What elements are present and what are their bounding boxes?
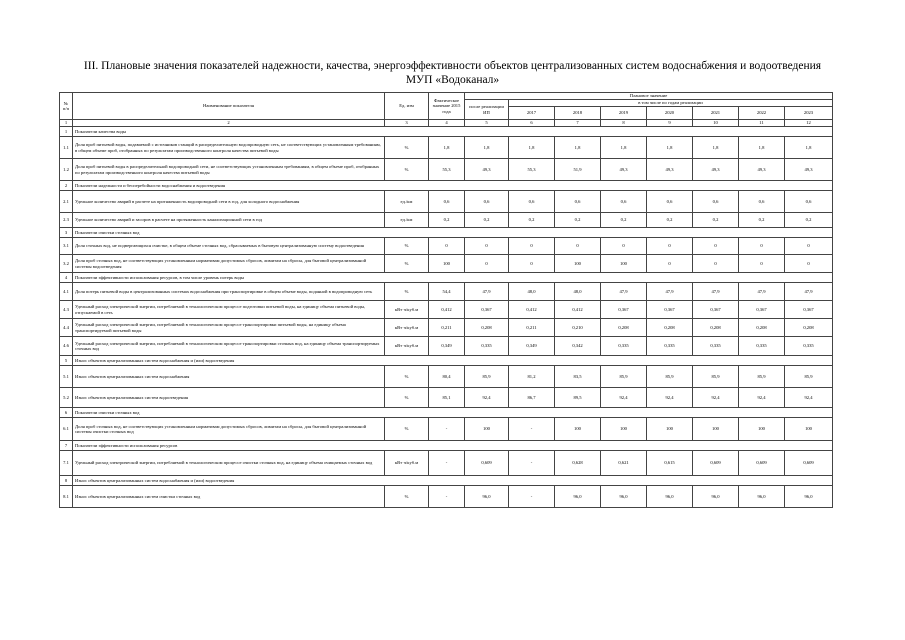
indicator-value: 1,8 xyxy=(739,137,785,159)
indicator-value: 100 xyxy=(693,418,739,441)
indicator-unit: кВт·ч/куб.м xyxy=(385,319,429,337)
indicator-value: 0,367 xyxy=(601,301,647,319)
indicator-value: 100 xyxy=(465,418,509,441)
indicator-name: Износ объектов централизованных систем водоотведения xyxy=(73,388,385,408)
column-number-2: 2 xyxy=(73,120,385,127)
indicator-value: 1,8 xyxy=(785,137,833,159)
row-number: 5.2 xyxy=(60,388,73,408)
indicator-value: 0,6 xyxy=(693,191,739,213)
indicator-value: 49,3 xyxy=(739,159,785,181)
indicator-value: 92,4 xyxy=(739,388,785,408)
indicator-value: 0,335 xyxy=(647,337,693,356)
section-row xyxy=(60,356,833,366)
table-body xyxy=(60,93,833,508)
indicator-unit: % xyxy=(385,238,429,255)
indicator-value: 0,335 xyxy=(739,337,785,356)
indicator-name: Доля проб питьевой воды в распределительной водопроводной сети, не соответствующих установленным требованиям, в общем объеме проб, отобранных по результатам производственного контроля качества питьевой воды xyxy=(73,159,385,181)
indicator-value: 92,4 xyxy=(601,388,647,408)
table-row xyxy=(60,238,833,255)
table-row xyxy=(60,486,833,508)
section-row xyxy=(60,127,833,137)
section-title: Износ объектов централизованных систем водоснабжения и (или) водоотведения xyxy=(73,356,833,366)
indicator-value: 48,0 xyxy=(555,283,601,301)
section-row xyxy=(60,273,833,283)
section-row xyxy=(60,441,833,451)
section-title: Износ объектов централизованных систем водоснабжения и (или) водоотведения xyxy=(73,476,833,486)
indicator-value: 49,3 xyxy=(647,159,693,181)
indicator-value: 0,2 xyxy=(693,213,739,228)
indicator-value: 0 xyxy=(465,238,509,255)
column-number-4: 4 xyxy=(429,120,465,127)
indicator-value: 0,609 xyxy=(785,451,833,476)
indicator-name: Доля потерь питьевой воды в централизованных системах водоснабжения при транспортировке в общем объеме воды, поданной в водопроводную сеть xyxy=(73,283,385,301)
indicator-value: 96,0 xyxy=(647,486,693,508)
indicator-name: Износ объектов централизованных систем водоснабжения xyxy=(73,366,385,388)
indicator-unit: % xyxy=(385,159,429,181)
indicator-value: 1,8 xyxy=(647,137,693,159)
indicator-name: Доля проб сточных вод, не соответствующих установленным нормативам допустимых сбросов, лимитам на сбросы, для бытовой централизованной системы очистки сточных вод xyxy=(73,418,385,441)
indicator-value: 85,9 xyxy=(647,366,693,388)
indicator-value: 49,3 xyxy=(785,159,833,181)
indicator-value: 47,9 xyxy=(601,283,647,301)
indicator-value: 1,8 xyxy=(555,137,601,159)
row-number: 1.1 xyxy=(60,137,73,159)
indicator-unit: % xyxy=(385,255,429,273)
indicator-value: 96,0 xyxy=(693,486,739,508)
indicator-value: 0 xyxy=(785,238,833,255)
indicator-value: 1,8 xyxy=(601,137,647,159)
indicator-value: 0,211 xyxy=(429,319,465,337)
indicator-value: 0,615 xyxy=(647,451,693,476)
indicator-unit: % xyxy=(385,366,429,388)
indicator-value: 0,2 xyxy=(509,213,555,228)
indicator-unit: ед./км xyxy=(385,213,429,228)
indicator-unit: кВт·ч/куб.м xyxy=(385,301,429,319)
indicator-value: 0,6 xyxy=(785,191,833,213)
column-numbers-row xyxy=(60,120,833,127)
header-name: Наименование показателя xyxy=(73,93,385,120)
indicator-name: Доля проб питьевой воды, подаваемой с источников станций в распределительную водопроводную сеть, не соответствующих установленным требованиям, в общем объеме проб, отобранных по результатам производственного контроля качества питьевой воды xyxy=(73,137,385,159)
indicator-value: 0 xyxy=(647,238,693,255)
indicator-value: 0,2 xyxy=(739,213,785,228)
indicator-value: 86,7 xyxy=(509,388,555,408)
header-num: № п/п xyxy=(60,93,73,120)
indicator-value: 96,0 xyxy=(785,486,833,508)
header-plan-group: Плановое значение xyxy=(465,93,833,100)
header-year-2023: 2023 xyxy=(785,107,833,120)
indicator-value: - xyxy=(429,418,465,441)
indicator-unit: % xyxy=(385,388,429,408)
indicator-value: 1,8 xyxy=(465,137,509,159)
header-year-2018: 2018 xyxy=(555,107,601,120)
indicator-value: 51,9 xyxy=(555,159,601,181)
indicator-value: 85,9 xyxy=(693,366,739,388)
header-year-2017: 2017 xyxy=(509,107,555,120)
indicator-value: 0 xyxy=(601,238,647,255)
indicator-unit: ед./км xyxy=(385,191,429,213)
column-number-3: 3 xyxy=(385,120,429,127)
indicator-value: 0 xyxy=(465,255,509,273)
indicator-value: 92,4 xyxy=(693,388,739,408)
table-row xyxy=(60,366,833,388)
indicator-value: 49,3 xyxy=(601,159,647,181)
indicator-value: 0,367 xyxy=(739,301,785,319)
indicator-value: - xyxy=(429,486,465,508)
indicator-value: 92,4 xyxy=(785,388,833,408)
indicator-value: 0,628 xyxy=(555,451,601,476)
indicator-value: 0,342 xyxy=(555,337,601,356)
header-incl: в том числе по годам реализации xyxy=(509,100,833,107)
indicator-value: 0,367 xyxy=(785,301,833,319)
indicator-value: 0,2 xyxy=(785,213,833,228)
column-number-9: 9 xyxy=(647,120,693,127)
indicator-name: Удельное количество аварий в расчете на протяженность водопроводной сети в год, для холодного водоснабжения xyxy=(73,191,385,213)
indicator-name: Удельный расход электрической энергии, потребляемой в технологическом процессе транспортировки питьевой воды, на единицу объема транспортируемой питьевой воды xyxy=(73,319,385,337)
row-number: 3.2 xyxy=(60,255,73,273)
indicator-name: Удельный расход электрической энергии, потребляемой в технологическом процессе подготовки питьевой воды, на единицу объема питьевой воды, отпускаемой в сеть xyxy=(73,301,385,319)
indicator-value: 47,9 xyxy=(465,283,509,301)
table-row xyxy=(60,418,833,441)
table-row xyxy=(60,159,833,181)
column-number-7: 7 xyxy=(555,120,601,127)
indicator-value: 1,8 xyxy=(429,137,465,159)
indicator-value: 0 xyxy=(785,255,833,273)
row-number: 7.1 xyxy=(60,451,73,476)
indicator-value: 0 xyxy=(647,255,693,273)
section-row xyxy=(60,476,833,486)
indicator-unit: % xyxy=(385,486,429,508)
indicator-value: 0,349 xyxy=(509,337,555,356)
indicator-value: 83,5 xyxy=(555,366,601,388)
indicator-value: 47,9 xyxy=(693,283,739,301)
indicator-unit: % xyxy=(385,137,429,159)
indicator-value: 55,3 xyxy=(509,159,555,181)
section-row xyxy=(60,181,833,191)
row-number: 3.1 xyxy=(60,238,73,255)
indicator-value: 81,2 xyxy=(509,366,555,388)
document-title xyxy=(0,59,905,87)
indicator-value: 0,367 xyxy=(465,301,509,319)
indicator-value: 0,349 xyxy=(429,337,465,356)
indicator-value: 0 xyxy=(693,255,739,273)
indicator-value: 0,609 xyxy=(693,451,739,476)
indicator-name: Доля проб сточных вод, не соответствующих установленным нормативам допустимых сбросов, лимитам на сбросы, для бытовой централизованной системы водоотведения xyxy=(73,255,385,273)
row-number: 8.1 xyxy=(60,486,73,508)
indicator-value: 0,412 xyxy=(555,301,601,319)
indicator-value: 0,2 xyxy=(555,213,601,228)
section-row xyxy=(60,228,833,238)
header-unit: Ед. изм xyxy=(385,93,429,120)
indicator-value: 0,335 xyxy=(693,337,739,356)
indicator-value: 47,9 xyxy=(739,283,785,301)
indicator-value: 0,208 xyxy=(739,319,785,337)
row-number: 4.1 xyxy=(60,283,73,301)
indicator-value: 0,2 xyxy=(647,213,693,228)
indicator-value: 0,211 xyxy=(509,319,555,337)
column-number-11: 11 xyxy=(739,120,785,127)
section-number: 3 xyxy=(60,228,73,238)
indicator-value: 0,367 xyxy=(647,301,693,319)
indicator-value: 85,9 xyxy=(785,366,833,388)
indicator-unit: % xyxy=(385,283,429,301)
indicator-value: 0,208 xyxy=(693,319,739,337)
indicator-value: 89,5 xyxy=(555,388,601,408)
indicator-value: 0,412 xyxy=(509,301,555,319)
indicator-value: 100 xyxy=(429,255,465,273)
indicator-value: 1,8 xyxy=(509,137,555,159)
indicator-value: 0,6 xyxy=(465,191,509,213)
indicator-value: 0,609 xyxy=(465,451,509,476)
section-title: Показатели качества воды xyxy=(73,127,833,137)
column-number-5: 5 xyxy=(465,120,509,127)
indicator-value: 0,208 xyxy=(647,319,693,337)
indicator-value: 0 xyxy=(509,238,555,255)
indicator-value: 85,9 xyxy=(465,366,509,388)
indicator-value: 0,335 xyxy=(465,337,509,356)
indicator-value: 0,6 xyxy=(555,191,601,213)
indicator-name: Износ объектов централизованных систем очистки сточных вод xyxy=(73,486,385,508)
header-fact: Фактическое значение 2015 года xyxy=(429,93,465,120)
table-row xyxy=(60,388,833,408)
header-year-2021: 2021 xyxy=(693,107,739,120)
indicator-value: 48,0 xyxy=(509,283,555,301)
indicator-value: 0,210 xyxy=(555,319,601,337)
indicator-value: 0 xyxy=(509,255,555,273)
indicator-value: 100 xyxy=(555,418,601,441)
indicator-value: 92,4 xyxy=(465,388,509,408)
section-row xyxy=(60,408,833,418)
indicator-name: Удельный расход электрической энергии, потребляемой в технологическом процессе очистки сточных вод, на единицу объема очищаемых сточных вод xyxy=(73,451,385,476)
indicator-value: 0,335 xyxy=(601,337,647,356)
row-number: 4.3 xyxy=(60,301,73,319)
indicator-value: 0,2 xyxy=(465,213,509,228)
row-number: 4.4 xyxy=(60,319,73,337)
row-number: 6.1 xyxy=(60,418,73,441)
indicator-value: 0,412 xyxy=(429,301,465,319)
indicator-value: - xyxy=(509,486,555,508)
table-row xyxy=(60,301,833,319)
section-title: Показатели эффективности использования ресурсов xyxy=(73,441,833,451)
indicator-value: 0,609 xyxy=(739,451,785,476)
indicator-value: 0,208 xyxy=(601,319,647,337)
section-number: 2 xyxy=(60,181,73,191)
column-number-1: 1 xyxy=(60,120,73,127)
indicator-value: 80,4 xyxy=(429,366,465,388)
indicator-value: 0,208 xyxy=(785,319,833,337)
indicator-value: 54,4 xyxy=(429,283,465,301)
title-line-1: III. Плановые значения показателей надежности, качества, энергоэффективности объектов централизованных систем водоснабжения и водоотведения xyxy=(83,60,822,72)
header-after: после реализации ИП xyxy=(465,100,509,120)
table-row xyxy=(60,191,833,213)
indicator-value: 0,6 xyxy=(647,191,693,213)
indicators-table xyxy=(59,92,833,508)
section-number: 6 xyxy=(60,408,73,418)
section-title: Показатели очистки сточных вод xyxy=(73,228,833,238)
indicator-value: - xyxy=(509,418,555,441)
indicator-value: 0,367 xyxy=(693,301,739,319)
indicator-value: 96,0 xyxy=(739,486,785,508)
indicator-name: Удельный расход электрической энергии, потребляемой в технологическом процессе транспортировки сточных вод, на единицу объема транспортируемых сточных вод xyxy=(73,337,385,356)
column-number-6: 6 xyxy=(509,120,555,127)
row-number: 5.1 xyxy=(60,366,73,388)
indicator-unit: кВт·ч/куб.м xyxy=(385,337,429,356)
section-number: 4 xyxy=(60,273,73,283)
indicator-unit: % xyxy=(385,418,429,441)
row-number: 2.3 xyxy=(60,213,73,228)
section-title: Показатели очистки сточных вод xyxy=(73,408,833,418)
indicator-value: 96,0 xyxy=(465,486,509,508)
column-number-8: 8 xyxy=(601,120,647,127)
section-title: Показатели надежности и бесперебойности водоснабжения и водоотведения xyxy=(73,181,833,191)
row-number: 1.2 xyxy=(60,159,73,181)
header-row-1 xyxy=(60,93,833,100)
indicator-value: 100 xyxy=(785,418,833,441)
column-number-12: 12 xyxy=(785,120,833,127)
indicator-value: 0 xyxy=(739,255,785,273)
indicator-value: 85,9 xyxy=(739,366,785,388)
indicator-value: 1,8 xyxy=(693,137,739,159)
row-number: 4.6 xyxy=(60,337,73,356)
indicator-value: 100 xyxy=(647,418,693,441)
indicator-value: 100 xyxy=(739,418,785,441)
indicator-value: 55,3 xyxy=(429,159,465,181)
table-row xyxy=(60,283,833,301)
indicator-value: 0,208 xyxy=(465,319,509,337)
indicator-value: 0 xyxy=(693,238,739,255)
indicator-value: 49,3 xyxy=(693,159,739,181)
indicator-value: 92,4 xyxy=(647,388,693,408)
title-line-2: МУП «Водоканал» xyxy=(405,74,500,86)
indicator-value: 85,1 xyxy=(429,388,465,408)
indicator-value: 96,0 xyxy=(601,486,647,508)
indicator-value: 100 xyxy=(601,418,647,441)
indicator-value: 0,6 xyxy=(601,191,647,213)
indicator-value: 0 xyxy=(429,238,465,255)
indicator-value: 0,621 xyxy=(601,451,647,476)
table-row xyxy=(60,451,833,476)
section-number: 8 xyxy=(60,476,73,486)
indicator-value: 49,3 xyxy=(465,159,509,181)
indicator-value: 0,335 xyxy=(785,337,833,356)
table-row xyxy=(60,255,833,273)
indicator-value: 0,6 xyxy=(739,191,785,213)
section-number: 1 xyxy=(60,127,73,137)
table-row xyxy=(60,137,833,159)
indicator-value: 100 xyxy=(601,255,647,273)
indicator-value: 100 xyxy=(555,255,601,273)
indicator-value: 0 xyxy=(555,238,601,255)
indicator-value: - xyxy=(509,451,555,476)
section-number: 5 xyxy=(60,356,73,366)
column-number-10: 10 xyxy=(693,120,739,127)
section-title: Показатели эффективности использования ресурсов, в том числе уровень потерь воды xyxy=(73,273,833,283)
indicator-value: 85,9 xyxy=(601,366,647,388)
row-number: 2.1 xyxy=(60,191,73,213)
indicator-value: 47,9 xyxy=(647,283,693,301)
section-number: 7 xyxy=(60,441,73,451)
indicator-value: 0,6 xyxy=(509,191,555,213)
indicator-value: 0,2 xyxy=(601,213,647,228)
table-row xyxy=(60,319,833,337)
table-row xyxy=(60,213,833,228)
indicator-value: 47,9 xyxy=(785,283,833,301)
indicator-value: 0,2 xyxy=(429,213,465,228)
indicator-value: - xyxy=(429,451,465,476)
indicator-value: 0 xyxy=(739,238,785,255)
indicator-unit: кВт·ч/куб.м xyxy=(385,451,429,476)
header-year-2020: 2020 xyxy=(647,107,693,120)
table-row xyxy=(60,337,833,356)
header-year-2019: 2019 xyxy=(601,107,647,120)
header-year-2022: 2022 xyxy=(739,107,785,120)
indicator-name: Удельное количество аварий и засоров в расчете на протяженность канализационной сети в год xyxy=(73,213,385,228)
indicator-name: Доля сточных вод, не подвергающихся очистке, в общем объеме сточных вод, сбрасываемых в бытовую централизованную систему водоотведения xyxy=(73,238,385,255)
indicator-value: 96,0 xyxy=(555,486,601,508)
indicator-value: 0,6 xyxy=(429,191,465,213)
